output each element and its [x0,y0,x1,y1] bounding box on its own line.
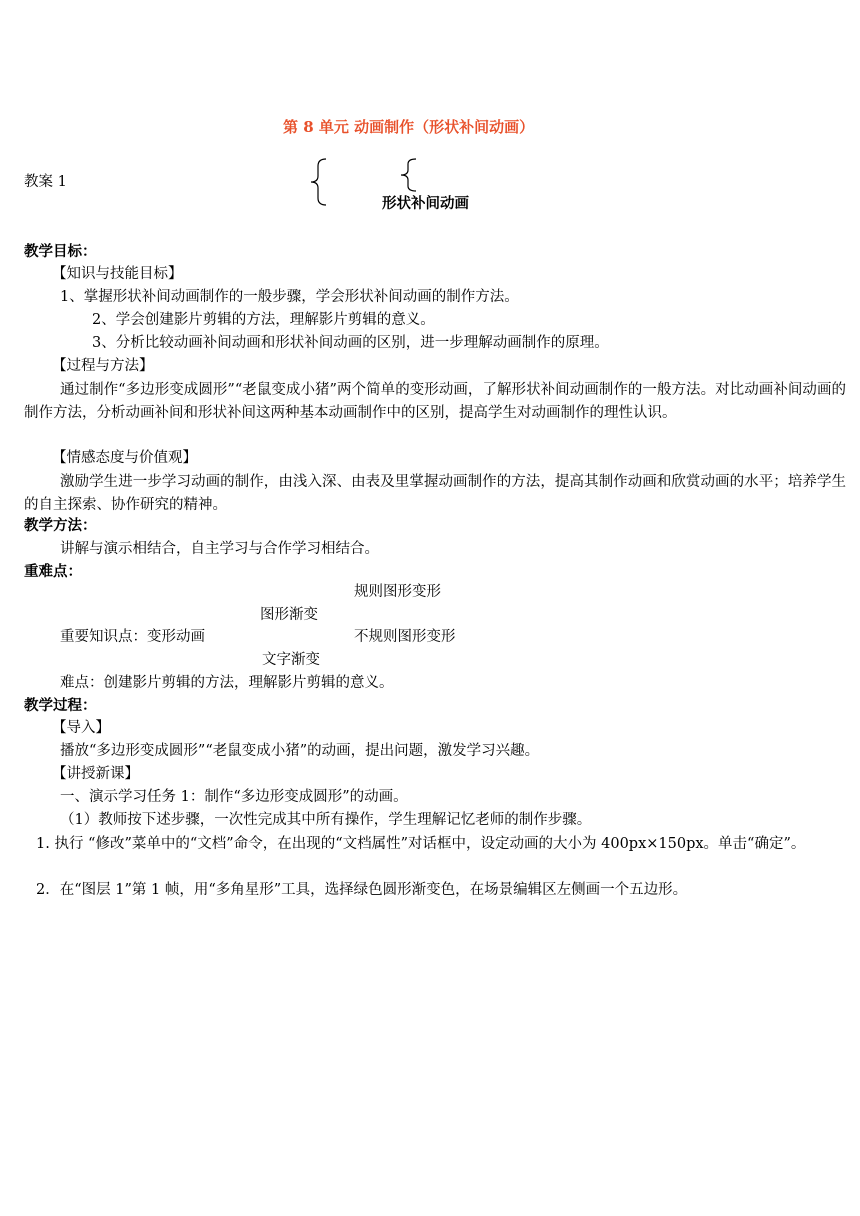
method-text: 讲解与演示相结合，自主学习与合作学习相结合。 [60,541,379,557]
topic-heading: 形状补间动画 [382,195,469,212]
tree-leaf-regular: 规则图形变形 [354,584,441,600]
tree-leaf-irregular: 不规则图形变形 [354,629,456,645]
tree-branch-text: 文字渐变 [262,652,320,668]
knowledge-item-2: 2、学会创建影片剪辑的方法，理解影片剪辑的意义。 [92,312,435,328]
emotion-paragraph: 激励学生进一步学习动画的制作，由浅入深、由表及里掌握动画制作的方法，提高其制作动画和欣赏动画的水平；培养学生的自主探索、协作研究的精神。 [24,474,846,513]
process-steps-heading: 教学过程： [24,697,97,714]
keypoints-heading: 重难点： [24,563,82,580]
emotion-heading: 【情感态度与价值观】 [52,450,197,466]
objectives-heading: 教学目标： [24,243,97,260]
step-2: 2．在“图层 1”第 1 帧，用“多角星形”工具，选择绿色圆形渐变色，在场景编辑区左侧画一个五边形。 [36,882,688,898]
step-1: 1. 执行 “修改”菜单中的“文档”命令，在出现的“文档属性”对话框中，设定动画的大小为 400px×150px。单击“确定”。 [36,836,806,852]
page-title: 第 8 单元 动画制作（形状补间动画） [283,118,535,136]
intro-heading: 【导入】 [52,720,110,736]
knowledge-item-3: 3、分析比较动画补间动画和形状补间动画的区别，进一步理解动画制作的原理。 [92,335,609,351]
process-paragraph: 通过制作“多边形变成圆形”“老鼠变成小猪”两个简单的变形动画，了解形状补间动画制作的一般方法。对比动画补间动画的制作方法，分析动画补间和形状补间这两种基本动画制作中的区别，提高学生对动画制作的理性认识。 [24,382,846,421]
difficulty-text: 难点：创建影片剪辑的方法，理解影片剪辑的意义。 [60,675,394,691]
teach-heading: 【讲授新课】 [52,766,139,782]
method-heading: 教学方法： [24,517,97,534]
tree-branch-graphic: 图形渐变 [260,607,318,623]
task-1: 一、演示学习任务 1：制作“多边形变成圆形”的动画。 [60,789,408,805]
knowledge-item-1: 1、掌握形状补间动画制作的一般步骤，学会形状补间动画的制作方法。 [60,289,519,305]
intro-text: 播放“多边形变成圆形”“老鼠变成小猪”的动画，提出问题，激发学习兴趣。 [60,743,540,759]
left-brace-icon [308,158,330,206]
right-brace-icon [398,158,420,192]
lesson-label: 教案 1 [24,174,67,190]
step-intro: （1）教师按下述步骤，一次性完成其中所有操作，学生理解记忆老师的制作步骤。 [60,812,592,828]
process-heading: 【过程与方法】 [52,358,154,374]
tree-root: 重要知识点：变形动画 [60,629,205,645]
knowledge-heading: 【知识与技能目标】 [52,266,183,282]
